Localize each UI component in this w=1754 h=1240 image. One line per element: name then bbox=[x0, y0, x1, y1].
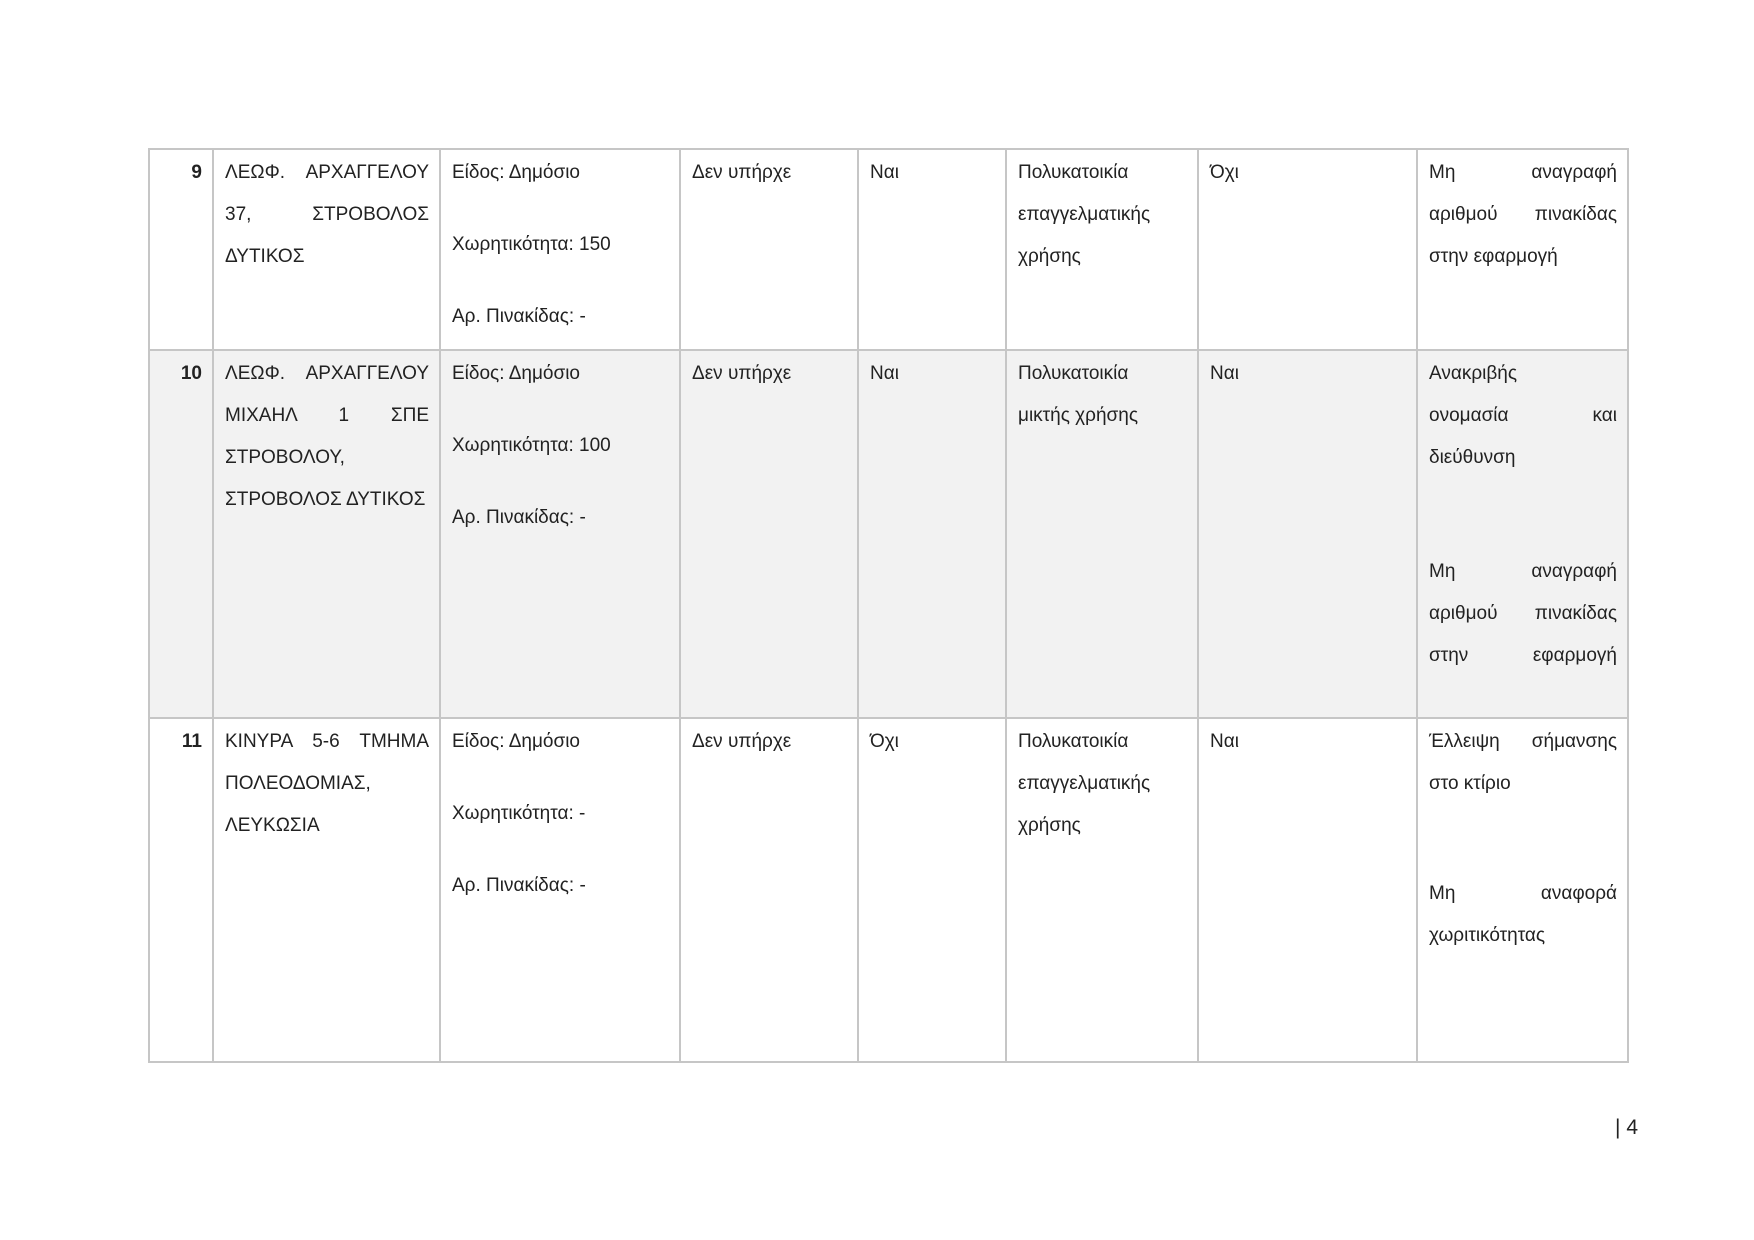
row-number-text: 9 bbox=[191, 162, 202, 183]
row-number bbox=[149, 350, 213, 718]
page-number: | 4 bbox=[1615, 1116, 1638, 1139]
remarks-cell bbox=[1417, 718, 1628, 1062]
remarks-cell bbox=[1417, 350, 1628, 718]
address-cell bbox=[213, 350, 440, 718]
parking-capacity: Χωρητικότητα: - bbox=[452, 803, 586, 824]
parking-info-cell bbox=[440, 350, 680, 718]
remark-line: στο κτίριο bbox=[1429, 773, 1511, 794]
building-line: Πολυκατοικία bbox=[1018, 162, 1129, 183]
table-row bbox=[149, 149, 1628, 350]
address-cell bbox=[213, 718, 440, 1062]
address-line: ΚΙΝΥΡΑ 5-6 ΤΜΗΜΑ bbox=[225, 731, 429, 752]
address-line: ΔΥΤΙΚΟΣ bbox=[225, 246, 305, 267]
remark-line: Έλλειψη σήμανσης bbox=[1429, 731, 1617, 752]
address-line: ΣΤΡΟΒΟΛΟΣ ΔΥΤΙΚΟΣ bbox=[225, 489, 426, 510]
building-line: χρήσης bbox=[1018, 246, 1081, 267]
yes-no-text: Ναι bbox=[870, 363, 899, 384]
remark-line: Μη αναγραφή bbox=[1429, 561, 1617, 582]
plate-number: Αρ. Πινακίδας: - bbox=[452, 507, 586, 528]
yes-no-text: Ναι bbox=[1210, 731, 1239, 752]
parking-capacity: Χωρητικότητα: 150 bbox=[452, 234, 611, 255]
address-line: ΛΕΩΦ. ΑΡΧΑΓΓΕΛΟΥ bbox=[225, 363, 429, 384]
parking-capacity: Χωρητικότητα: 100 bbox=[452, 435, 611, 456]
building-line: χρήσης bbox=[1018, 815, 1081, 836]
remark-line: στην εφαρμογή bbox=[1429, 246, 1558, 267]
parking-info-cell bbox=[440, 149, 680, 350]
existed-cell bbox=[680, 149, 858, 350]
row-number bbox=[149, 149, 213, 350]
yes-no-cell-1 bbox=[858, 149, 1006, 350]
parking-type: Είδος: Δημόσιο bbox=[452, 363, 580, 384]
existed-cell bbox=[680, 718, 858, 1062]
parking-records-table bbox=[148, 148, 1629, 1063]
remark-line: διεύθυνση bbox=[1429, 447, 1516, 468]
address-line: ΛΕΥΚΩΣΙΑ bbox=[225, 815, 320, 836]
existed-text: Δεν υπήρχε bbox=[692, 731, 792, 752]
remark-line: ονομασία και bbox=[1429, 405, 1617, 426]
remark-line: αριθμού πινακίδας bbox=[1429, 204, 1617, 225]
row-number-text: 11 bbox=[181, 731, 202, 752]
yes-no-cell-1 bbox=[858, 718, 1006, 1062]
address-cell bbox=[213, 149, 440, 350]
parking-info-cell bbox=[440, 718, 680, 1062]
table-row bbox=[149, 350, 1628, 718]
plate-number: Αρ. Πινακίδας: - bbox=[452, 306, 586, 327]
parking-type: Είδος: Δημόσιο bbox=[452, 731, 580, 752]
address-line: ΛΕΩΦ. ΑΡΧΑΓΓΕΛΟΥ bbox=[225, 162, 429, 183]
table-row bbox=[149, 718, 1628, 1062]
building-cell bbox=[1006, 149, 1198, 350]
remark-line: Ανακριβής bbox=[1429, 363, 1517, 384]
yes-no-text: Ναι bbox=[1210, 363, 1239, 384]
building-line: Πολυκατοικία bbox=[1018, 731, 1129, 752]
row-number bbox=[149, 718, 213, 1062]
building-cell bbox=[1006, 350, 1198, 718]
plate-number: Αρ. Πινακίδας: - bbox=[452, 875, 586, 896]
yes-no-cell-2 bbox=[1198, 350, 1417, 718]
remark-line: χωριτικότητας bbox=[1429, 925, 1546, 946]
remark-line: Μη αναφορά bbox=[1429, 883, 1617, 904]
building-line: επαγγελματικής bbox=[1018, 204, 1151, 225]
yes-no-text: Όχι bbox=[1210, 162, 1239, 183]
address-line: 37, ΣΤΡΟΒΟΛΟΣ bbox=[225, 204, 429, 225]
address-line: ΜΙΧΑΗΛ 1 ΣΠΕ bbox=[225, 405, 429, 426]
yes-no-cell-2 bbox=[1198, 149, 1417, 350]
existed-text: Δεν υπήρχε bbox=[692, 363, 792, 384]
remarks-cell bbox=[1417, 149, 1628, 350]
address-line: ΣΤΡΟΒΟΛΟΥ, bbox=[225, 447, 345, 468]
remark-line: αριθμού πινακίδας bbox=[1429, 603, 1617, 624]
yes-no-text: Ναι bbox=[870, 162, 899, 183]
building-cell bbox=[1006, 718, 1198, 1062]
building-line: μικτής χρήσης bbox=[1018, 405, 1138, 426]
yes-no-text: Όχι bbox=[870, 731, 899, 752]
building-line: Πολυκατοικία bbox=[1018, 363, 1129, 384]
yes-no-cell-1 bbox=[858, 350, 1006, 718]
building-line: επαγγελματικής bbox=[1018, 773, 1151, 794]
existed-cell bbox=[680, 350, 858, 718]
existed-text: Δεν υπήρχε bbox=[692, 162, 792, 183]
remark-line: στην εφαρμογή bbox=[1429, 645, 1617, 666]
yes-no-cell-2 bbox=[1198, 718, 1417, 1062]
address-line: ΠΟΛΕΟΔΟΜΙΑΣ, bbox=[225, 773, 371, 794]
parking-type: Είδος: Δημόσιο bbox=[452, 162, 580, 183]
remark-line: Μη αναγραφή bbox=[1429, 162, 1617, 183]
row-number-text: 10 bbox=[180, 363, 202, 384]
